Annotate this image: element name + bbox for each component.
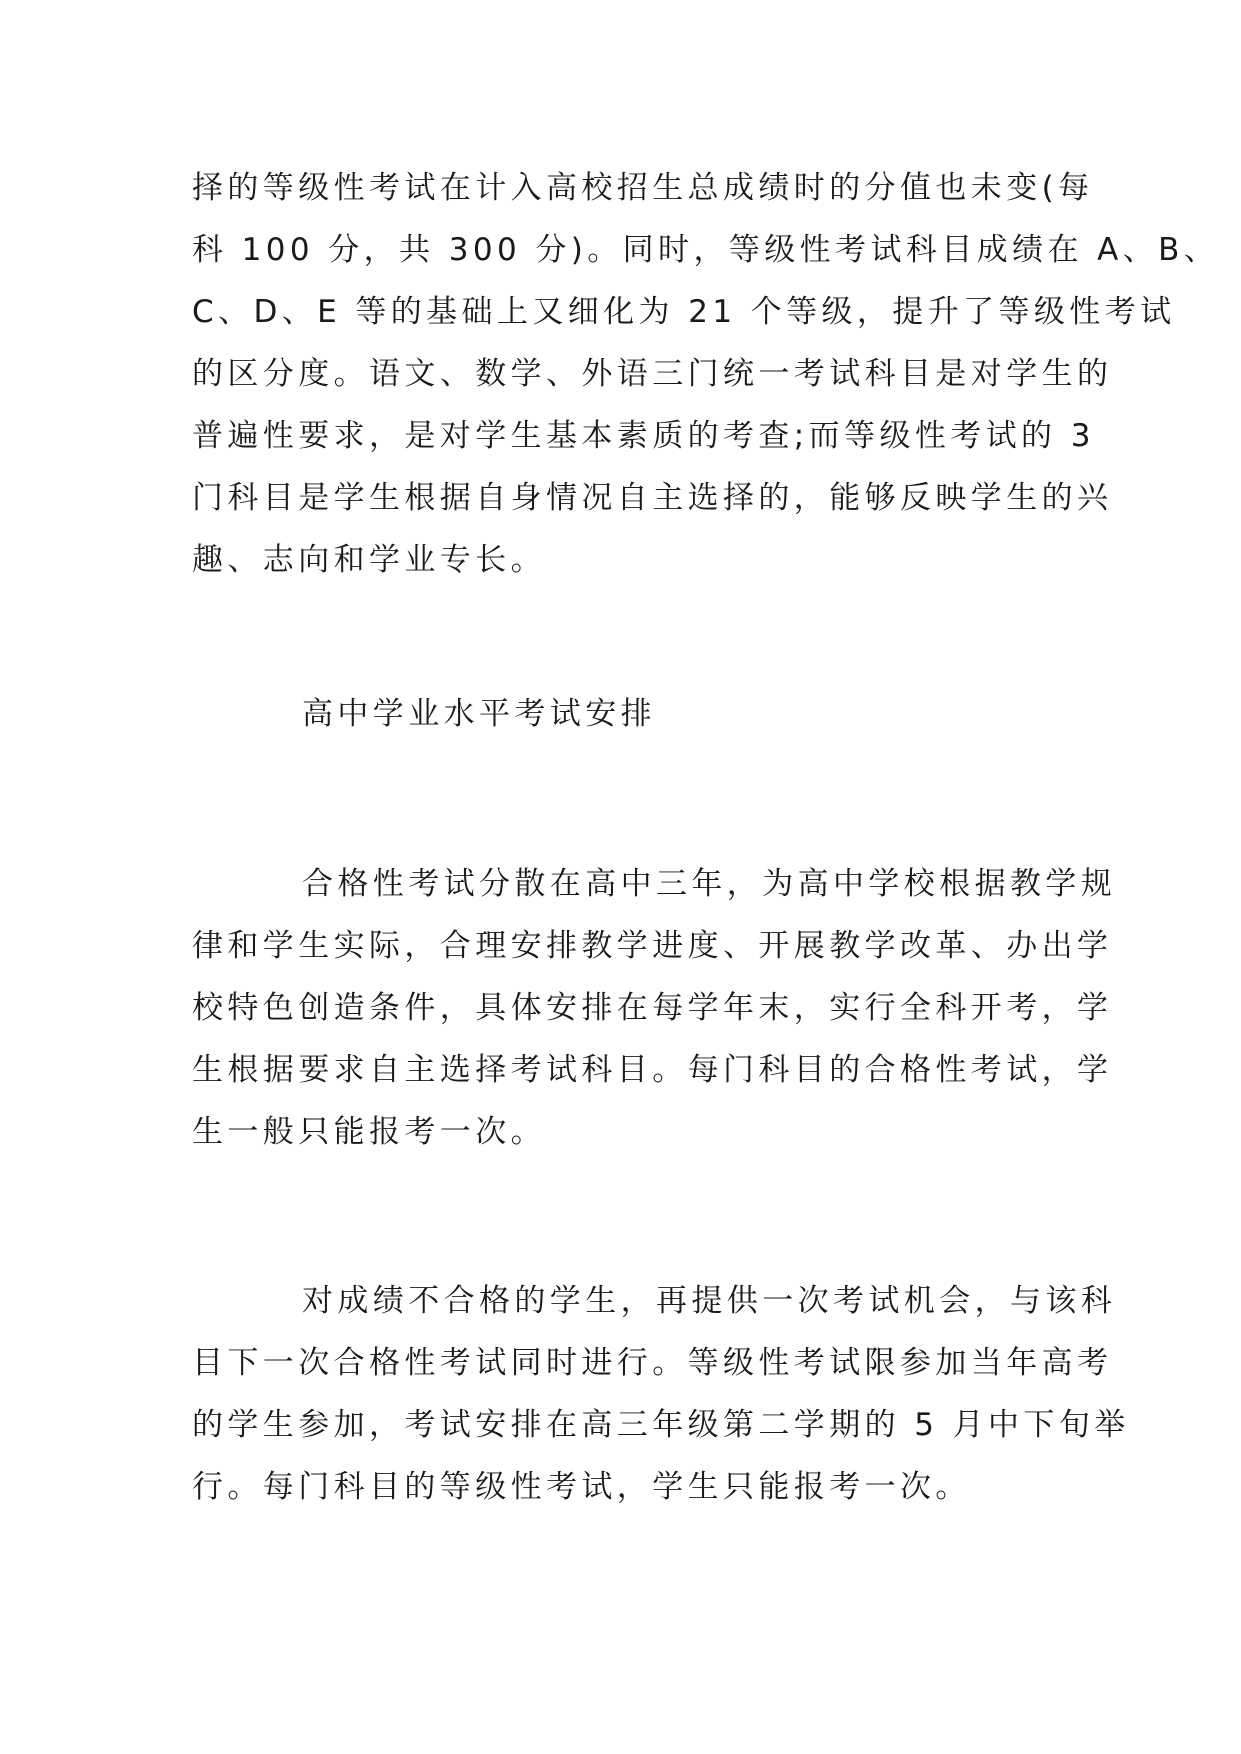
paragraph-line: 的学生参加，考试安排在高三年级第二学期的 5 月中下旬举: [192, 1407, 1130, 1443]
paragraph-line: 目下一次合格性考试同时进行。等级性考试限参加当年高考: [192, 1345, 1113, 1381]
paragraph-line: 行。每门科目的等级性考试，学生只能报考一次。: [192, 1469, 971, 1505]
section-heading-block: [192, 683, 1072, 745]
paragraph-line: 的区分度。语文、数学、外语三门统一考试科目是对学生的: [192, 356, 1113, 392]
section-heading: 高中学业水平考试安排: [302, 696, 656, 732]
paragraph-line: 校特色创造条件，具体安排在每学年末，实行全科开考，学: [192, 990, 1113, 1026]
paragraph-line: 律和学生实际，合理安排教学进度、开展教学改革、办出学: [192, 928, 1113, 964]
paragraph-line: 普遍性要求，是对学生基本素质的考查;而等级性考试的 3: [192, 418, 1095, 454]
paragraph-line: 门科目是学生根据自身情况自主选择的，能够反映学生的兴: [192, 480, 1113, 516]
paragraph-qualifying-exam: [192, 853, 1117, 1163]
paragraph-exam-scoring: [192, 157, 1220, 591]
paragraph-line: 生一般只能报考一次。: [192, 1114, 546, 1150]
paragraph-line: C、D、E 等的基础上又细化为 21 个等级，提升了等级性考试: [192, 294, 1176, 330]
paragraph-line: 生根据要求自主选择考试科目。每门科目的合格性考试，学: [192, 1052, 1113, 1088]
paragraph-retake-policy: [192, 1270, 1130, 1518]
paragraph-line: 择的等级性考试在计入高校招生总成绩时的分值也未变(每: [192, 170, 1094, 206]
paragraph-line: 对成绩不合格的学生，再提供一次考试机会，与该科: [302, 1283, 1117, 1319]
paragraph-line: 合格性考试分散在高中三年，为高中学校根据教学规: [302, 866, 1117, 902]
paragraph-line: 趣、志向和学业专长。: [192, 542, 546, 578]
paragraph-line: 科 100 分，共 300 分)。同时，等级性考试科目成绩在 A、B、: [192, 232, 1220, 268]
